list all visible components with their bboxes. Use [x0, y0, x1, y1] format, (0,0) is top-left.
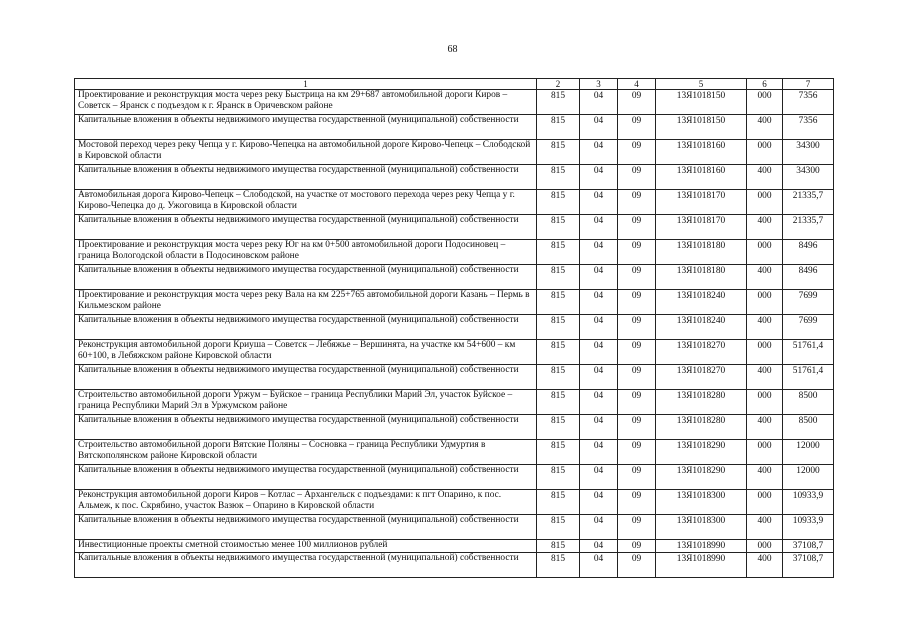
- amount: 37108,7: [783, 553, 834, 578]
- row-name: Капитальные вложения в объекты недвижимого имущества государственной (муниципальной) собственности: [75, 215, 537, 240]
- section-code: 04: [580, 240, 618, 265]
- row-name: Капитальные вложения в объекты недвижимого имущества государственной (муниципальной) собственности: [75, 553, 537, 578]
- ministry-code: 815: [537, 515, 580, 540]
- row-name: Проектирование и реконструкция моста через реку Юг на км 0+500 автомобильной дороги Подосиновец – граница Вологодской области в Подосиновском районе: [75, 240, 537, 265]
- target-article-code: 13Я1018160: [656, 140, 747, 165]
- expense-type-code: 400: [747, 115, 783, 140]
- table-row: [75, 190, 834, 215]
- subsection-code: 09: [618, 115, 656, 140]
- amount: 7699: [783, 315, 834, 340]
- target-article-code: 13Я1018300: [656, 490, 747, 515]
- column-header: 6: [747, 79, 783, 90]
- table-row: [75, 165, 834, 190]
- row-name: Капитальные вложения в объекты недвижимого имущества государственной (муниципальной) собственности: [75, 315, 537, 340]
- ministry-code: 815: [537, 240, 580, 265]
- ministry-code: 815: [537, 553, 580, 578]
- subsection-code: 09: [618, 390, 656, 415]
- subsection-code: 09: [618, 340, 656, 365]
- section-code: 04: [580, 365, 618, 390]
- target-article-code: 13Я1018280: [656, 390, 747, 415]
- table-row: [75, 215, 834, 240]
- row-name: Проектирование и реконструкция моста через реку Быстрица на км 29+687 автомобильной дороги Киров – Советск – Яранск с подъездом к г. Яранск в Оричевском районе: [75, 90, 537, 115]
- table-row: [75, 315, 834, 340]
- section-code: 04: [580, 553, 618, 578]
- table-row: [75, 340, 834, 365]
- ministry-code: 815: [537, 265, 580, 290]
- amount: 8496: [783, 265, 834, 290]
- target-article-code: 13Я1018170: [656, 190, 747, 215]
- section-code: 04: [580, 290, 618, 315]
- column-header: 1: [75, 79, 537, 90]
- subsection-code: 09: [618, 240, 656, 265]
- amount: 7356: [783, 90, 834, 115]
- table-row: [75, 90, 834, 115]
- target-article-code: 13Я1018240: [656, 315, 747, 340]
- expense-type-code: 000: [747, 340, 783, 365]
- section-code: 04: [580, 315, 618, 340]
- budget-table: [74, 78, 834, 578]
- section-code: 04: [580, 515, 618, 540]
- amount: 7699: [783, 290, 834, 315]
- section-code: 04: [580, 190, 618, 215]
- amount: 51761,4: [783, 340, 834, 365]
- row-name: Капитальные вложения в объекты недвижимого имущества государственной (муниципальной) собственности: [75, 165, 537, 190]
- expense-type-code: 000: [747, 240, 783, 265]
- row-name: Капитальные вложения в объекты недвижимого имущества государственной (муниципальной) собственности: [75, 415, 537, 440]
- subsection-code: 09: [618, 290, 656, 315]
- table-row: [75, 540, 834, 553]
- subsection-code: 09: [618, 315, 656, 340]
- ministry-code: 815: [537, 140, 580, 165]
- subsection-code: 09: [618, 215, 656, 240]
- expense-type-code: 000: [747, 290, 783, 315]
- target-article-code: 13Я1018180: [656, 265, 747, 290]
- subsection-code: 09: [618, 515, 656, 540]
- page-number: 68: [447, 44, 458, 55]
- column-header: 2: [537, 79, 580, 90]
- table-row: [75, 515, 834, 540]
- amount: 34300: [783, 140, 834, 165]
- section-code: 04: [580, 390, 618, 415]
- expense-type-code: 000: [747, 390, 783, 415]
- ministry-code: 815: [537, 440, 580, 465]
- ministry-code: 815: [537, 215, 580, 240]
- expense-type-code: 000: [747, 190, 783, 215]
- row-name: Инвестиционные проекты сметной стоимостью менее 100 миллионов рублей: [75, 540, 537, 553]
- subsection-code: 09: [618, 440, 656, 465]
- expense-type-code: 000: [747, 90, 783, 115]
- row-name: Реконструкция автомобильной дороги Криуша – Советск – Лебяжье – Вершинята, на участке км 54+600 – км 60+100, в Лебяжском районе Кировской области: [75, 340, 537, 365]
- subsection-code: 09: [618, 90, 656, 115]
- table-row: [75, 440, 834, 465]
- ministry-code: 815: [537, 365, 580, 390]
- row-name: Строительство автомобильной дороги Вятские Поляны – Сосновка – граница Республики Удмуртия в Вятскополянском районе Кировской области: [75, 440, 537, 465]
- amount: 8496: [783, 240, 834, 265]
- ministry-code: 815: [537, 190, 580, 215]
- ministry-code: 815: [537, 165, 580, 190]
- table-row: [75, 415, 834, 440]
- section-code: 04: [580, 115, 618, 140]
- subsection-code: 09: [618, 490, 656, 515]
- ministry-code: 815: [537, 340, 580, 365]
- amount: 21335,7: [783, 215, 834, 240]
- subsection-code: 09: [618, 165, 656, 190]
- table-row: [75, 490, 834, 515]
- section-code: 04: [580, 90, 618, 115]
- expense-type-code: 000: [747, 540, 783, 553]
- section-code: 04: [580, 215, 618, 240]
- expense-type-code: 400: [747, 365, 783, 390]
- table-row: [75, 290, 834, 315]
- row-name: Строительство автомобильной дороги Уржум – Буйское – граница Республики Марий Эл, участок Буйское – граница Республики Марий Эл в Уржумском районе: [75, 390, 537, 415]
- target-article-code: 13Я1018150: [656, 115, 747, 140]
- row-name: Капитальные вложения в объекты недвижимого имущества государственной (муниципальной) собственности: [75, 365, 537, 390]
- section-code: 04: [580, 340, 618, 365]
- ministry-code: 815: [537, 115, 580, 140]
- target-article-code: 13Я1018150: [656, 90, 747, 115]
- expense-type-code: 000: [747, 440, 783, 465]
- target-article-code: 13Я1018990: [656, 540, 747, 553]
- ministry-code: 815: [537, 90, 580, 115]
- section-code: 04: [580, 140, 618, 165]
- section-code: 04: [580, 440, 618, 465]
- expense-type-code: 000: [747, 490, 783, 515]
- ministry-code: 815: [537, 290, 580, 315]
- amount: 21335,7: [783, 190, 834, 215]
- row-name: Реконструкция автомобильной дороги Киров – Котлас – Архангельск с подъездами: к пгт Опарино, к пос. Альмеж, к пос. Скрябино, участок Вазюк – Опарино в Кировской области: [75, 490, 537, 515]
- column-header: 7: [783, 79, 834, 90]
- row-name: Капитальные вложения в объекты недвижимого имущества государственной (муниципальной) собственности: [75, 515, 537, 540]
- expense-type-code: 400: [747, 415, 783, 440]
- expense-type-code: 400: [747, 165, 783, 190]
- table-row: [75, 265, 834, 290]
- target-article-code: 13Я1018170: [656, 215, 747, 240]
- amount: 12000: [783, 440, 834, 465]
- amount: 10933,9: [783, 490, 834, 515]
- expense-type-code: 400: [747, 465, 783, 490]
- row-name: Капитальные вложения в объекты недвижимого имущества государственной (муниципальной) собственности: [75, 265, 537, 290]
- amount: 51761,4: [783, 365, 834, 390]
- section-code: 04: [580, 465, 618, 490]
- expense-type-code: 400: [747, 553, 783, 578]
- target-article-code: 13Я1018280: [656, 415, 747, 440]
- table-row: [75, 465, 834, 490]
- subsection-code: 09: [618, 415, 656, 440]
- table-row: [75, 553, 834, 578]
- column-header: 3: [580, 79, 618, 90]
- target-article-code: 13Я1018270: [656, 365, 747, 390]
- column-header: 4: [618, 79, 656, 90]
- table-row: [75, 140, 834, 165]
- target-article-code: 13Я1018270: [656, 340, 747, 365]
- subsection-code: 09: [618, 365, 656, 390]
- target-article-code: 13Я1018290: [656, 440, 747, 465]
- section-code: 04: [580, 540, 618, 553]
- row-name: Мостовой переход через реку Чепца у г. Кирово-Чепецка на автомобильной дороге Кирово-Чепецк – Слободской в Кировской области: [75, 140, 537, 165]
- expense-type-code: 400: [747, 515, 783, 540]
- subsection-code: 09: [618, 265, 656, 290]
- target-article-code: 13Я1018990: [656, 553, 747, 578]
- row-name: Капитальные вложения в объекты недвижимого имущества государственной (муниципальной) собственности: [75, 115, 537, 140]
- table-row: [75, 240, 834, 265]
- table-row: [75, 115, 834, 140]
- amount: 34300: [783, 165, 834, 190]
- amount: 12000: [783, 465, 834, 490]
- amount: 10933,9: [783, 515, 834, 540]
- table-row: [75, 365, 834, 390]
- expense-type-code: 400: [747, 215, 783, 240]
- amount: 8500: [783, 415, 834, 440]
- ministry-code: 815: [537, 415, 580, 440]
- table-body: [75, 90, 834, 578]
- subsection-code: 09: [618, 190, 656, 215]
- section-code: 04: [580, 415, 618, 440]
- expense-type-code: 400: [747, 265, 783, 290]
- expense-type-code: 400: [747, 315, 783, 340]
- amount: 7356: [783, 115, 834, 140]
- ministry-code: 815: [537, 465, 580, 490]
- target-article-code: 13Я1018300: [656, 515, 747, 540]
- table-header-row: [75, 79, 834, 90]
- amount: 37108,7: [783, 540, 834, 553]
- subsection-code: 09: [618, 140, 656, 165]
- amount: 8500: [783, 390, 834, 415]
- column-header: 5: [656, 79, 747, 90]
- row-name: Капитальные вложения в объекты недвижимого имущества государственной (муниципальной) собственности: [75, 465, 537, 490]
- target-article-code: 13Я1018240: [656, 290, 747, 315]
- ministry-code: 815: [537, 540, 580, 553]
- row-name: Проектирование и реконструкция моста через реку Вала на км 225+765 автомобильной дороги Казань – Пермь в Кильмезском районе: [75, 290, 537, 315]
- subsection-code: 09: [618, 553, 656, 578]
- target-article-code: 13Я1018290: [656, 465, 747, 490]
- subsection-code: 09: [618, 540, 656, 553]
- section-code: 04: [580, 265, 618, 290]
- section-code: 04: [580, 165, 618, 190]
- table-row: [75, 390, 834, 415]
- expense-type-code: 000: [747, 140, 783, 165]
- subsection-code: 09: [618, 465, 656, 490]
- ministry-code: 815: [537, 315, 580, 340]
- row-name: Автомобильная дорога Кирово-Чепецк – Слободской, на участке от мостового перехода через реку Чепца у г. Кирово-Чепецка до д. Ужоговица в Кировской области: [75, 190, 537, 215]
- section-code: 04: [580, 490, 618, 515]
- target-article-code: 13Я1018180: [656, 240, 747, 265]
- ministry-code: 815: [537, 390, 580, 415]
- target-article-code: 13Я1018160: [656, 165, 747, 190]
- ministry-code: 815: [537, 490, 580, 515]
